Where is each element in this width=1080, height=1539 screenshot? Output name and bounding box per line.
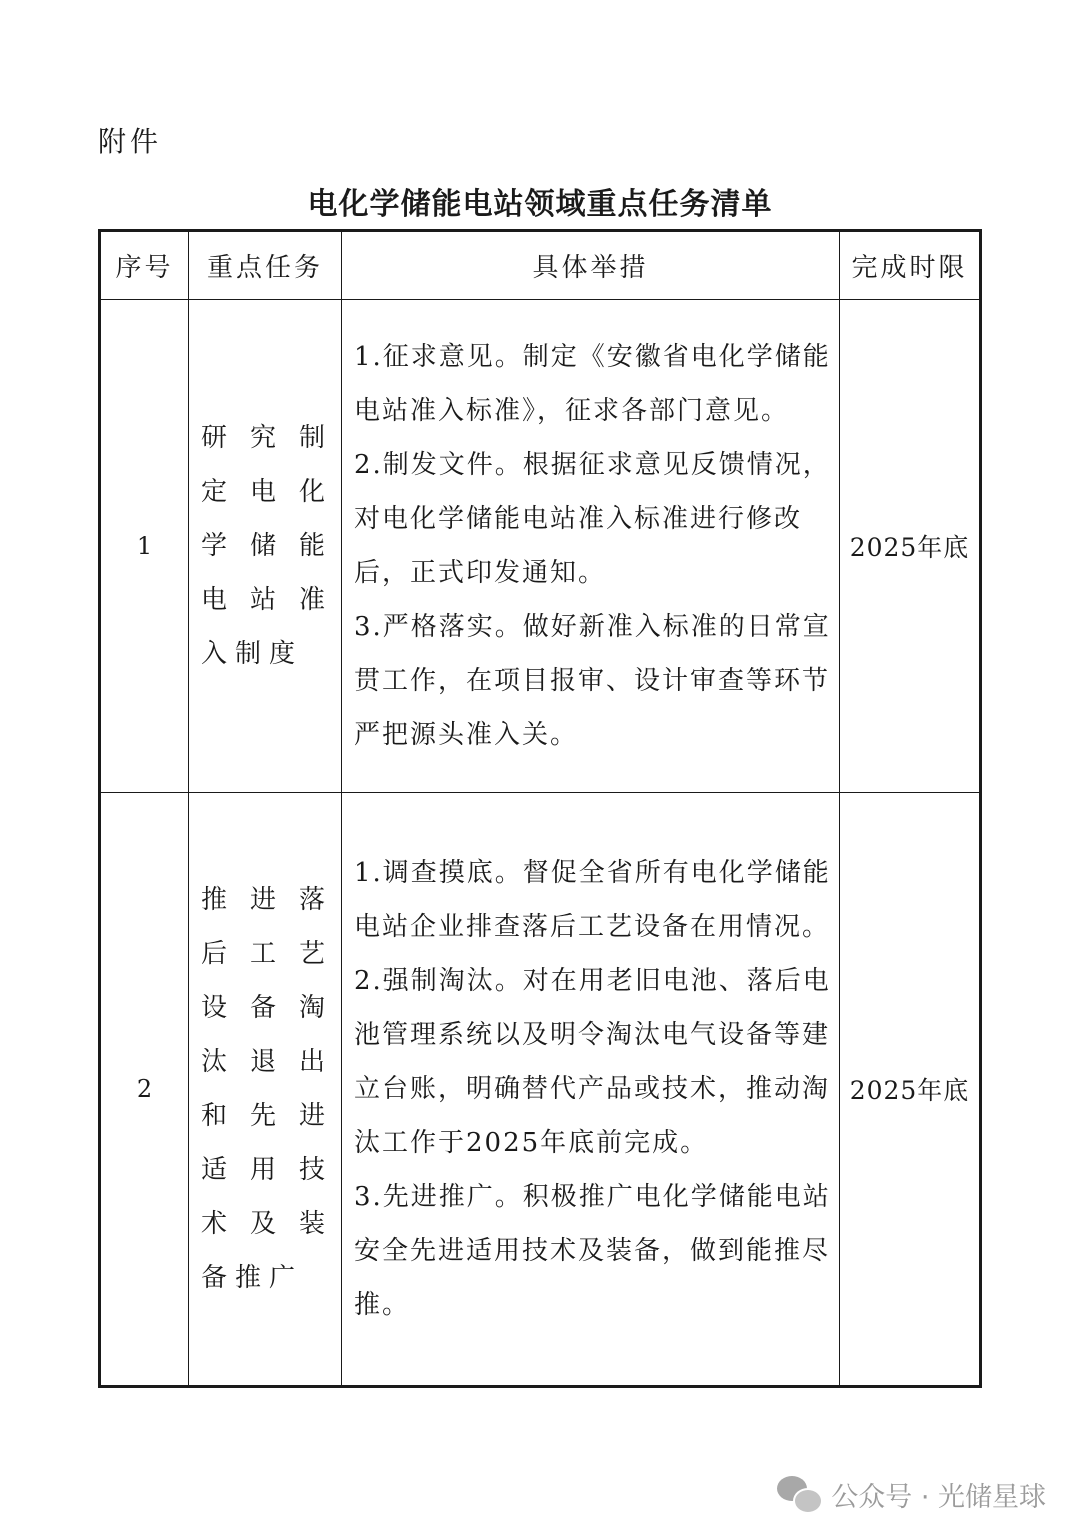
attachment-label: 附件 — [98, 125, 163, 158]
row-measures-cell — [342, 793, 840, 1387]
watermark-text: 公众号 · 光储星球 — [831, 1481, 1046, 1513]
table-row — [100, 300, 981, 793]
measure-item: 1.调查摸底。督促全省所有电化学储能电站企业排查落后工艺设备在用情况。 — [354, 858, 831, 942]
task-table — [98, 229, 982, 1388]
row-task-cell — [189, 793, 342, 1387]
table-row — [100, 793, 981, 1387]
header-deadline: 完成时限 — [840, 231, 981, 300]
measure-item: 1.征求意见。制定《安徽省电化学储能电站准入标准》，征求各部门意见。 — [354, 342, 831, 426]
row-number: 2 — [100, 793, 189, 1387]
row-measures-cell — [342, 300, 840, 793]
measure-item: 3.严格落实。做好新准入标准的日常宣贯工作，在项目报审、设计审查等环节严把源头准入关。 — [354, 612, 831, 750]
table-header-row — [100, 231, 981, 300]
wechat-icon — [777, 1474, 823, 1514]
row-deadline: 2025年底 — [840, 300, 981, 793]
measure-item: 2.制发文件。根据征求意见反馈情况，对电化学储能电站准入标准进行修改后，正式印发通知。 — [354, 450, 831, 588]
watermark — [777, 1474, 1046, 1514]
header-no: 序号 — [100, 231, 189, 300]
header-measures: 具体举措 — [342, 231, 840, 300]
row-number: 1 — [100, 300, 189, 793]
document-title: 电化学储能电站领域重点任务清单 — [307, 187, 773, 222]
measure-item: 3.先进推广。积极推广电化学储能电站安全先进适用技术及装备，做到能推尽推。 — [354, 1182, 831, 1320]
row-task: 研究制定电化学储能电站准入制度 — [201, 423, 333, 669]
row-deadline: 2025年底 — [840, 793, 981, 1387]
measure-item: 2.强制淘汰。对在用老旧电池、落后电池管理系统以及明令淘汰电气设备等建立台账，明确替代产品或技术，推动淘汰工作于2025年底前完成。 — [354, 966, 831, 1158]
row-task-cell — [189, 300, 342, 793]
header-task: 重点任务 — [189, 231, 342, 300]
row-task: 推进落后工艺设备淘汰退出和先进适用技术及装备推广 — [201, 885, 333, 1293]
